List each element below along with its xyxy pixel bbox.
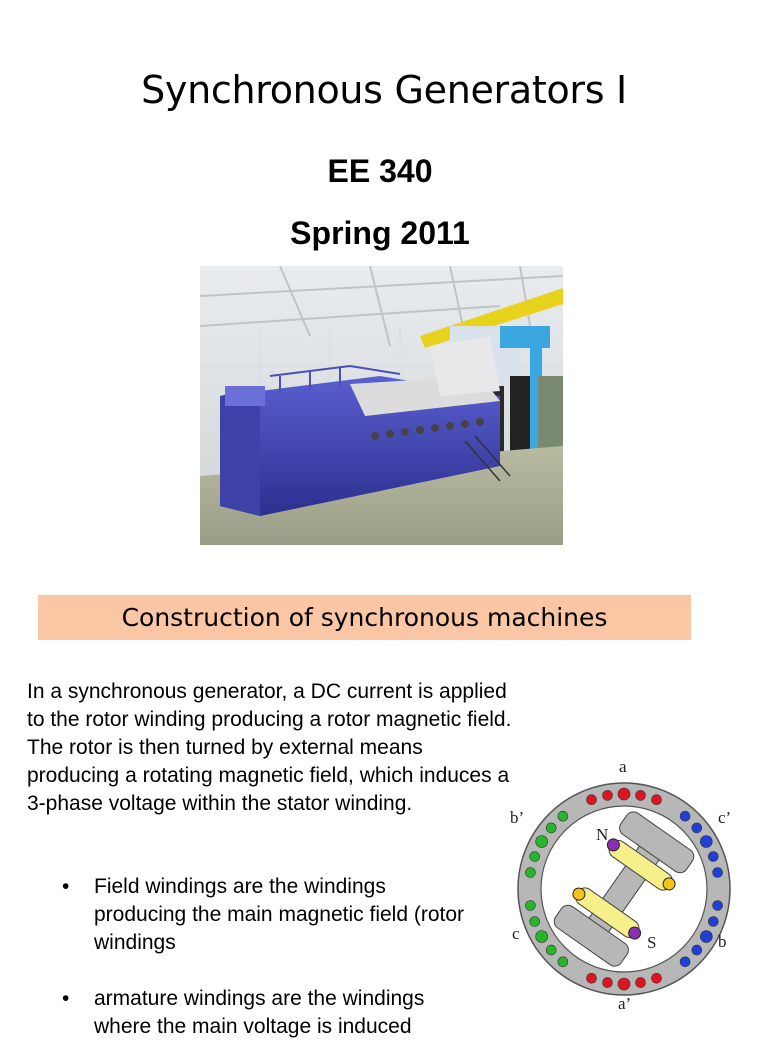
slide-title: Synchronous Generators I (141, 68, 627, 112)
stator-slot-conductor (692, 823, 702, 833)
phase-label-c-prime: c’ (718, 808, 732, 827)
bullet-text: armature windings are the windings where the main voltage is induced (94, 987, 425, 1038)
stator-slot-conductor (558, 957, 568, 967)
stator-slot-conductor (652, 973, 662, 983)
bullet-marker: • (62, 875, 70, 898)
bullet-text: Field windings are the windings producing the main magnetic field (rotor windings (94, 875, 465, 954)
stator-slot-conductor (708, 917, 718, 927)
cross-section-svg (500, 755, 750, 1024)
stator-slot-conductor (708, 852, 718, 862)
stator-slot-conductor (525, 868, 535, 878)
stator-slot-conductor (636, 978, 646, 988)
stator-slot-conductor (700, 931, 712, 943)
phase-label-c: c (512, 924, 520, 943)
phase-label-b-prime: b’ (510, 808, 525, 827)
stator-slot-conductor (636, 790, 646, 800)
stator-slot-conductor (587, 973, 597, 983)
phase-label-a-prime: a’ (618, 994, 632, 1013)
bullet-marker: • (62, 987, 70, 1010)
stator-slot-conductor (530, 852, 540, 862)
section-heading-banner (38, 595, 691, 640)
bullet-item (62, 873, 482, 957)
stator-slot-conductor (536, 931, 548, 943)
phase-label-a: a (619, 757, 627, 776)
intro-paragraph: In a synchronous generator, a DC current is applied to the rotor winding producing a rotor magnetic field. The rotor is then turned by external means producing a rotating magnetic field, which induces a 3-phase voltage within the stator winding. (27, 680, 512, 815)
stator-slot-conductor (713, 901, 723, 911)
stator-slot-conductor (618, 978, 630, 990)
stator-slot-conductor (700, 836, 712, 848)
stator-slot-conductor (603, 790, 613, 800)
stator-slot-conductor (680, 957, 690, 967)
stator-slot-conductor (692, 945, 702, 955)
stator-slot-conductor (713, 868, 723, 878)
stator-slot-conductor (680, 811, 690, 821)
generator-cross-section-diagram (500, 755, 750, 1024)
pole-label-n: N (596, 825, 609, 844)
stator-slot-conductor (530, 917, 540, 927)
stator-slot-conductor (546, 823, 556, 833)
stator-slot-conductor (587, 795, 597, 805)
phase-label-b: b (718, 932, 727, 951)
stator-slot-conductor (546, 945, 556, 955)
stator-slot-conductor (536, 836, 548, 848)
stator-slot-conductor (618, 788, 630, 800)
pole-label-s: S (647, 933, 657, 952)
stator-slot-conductor (525, 901, 535, 911)
stator-slot-conductor (652, 795, 662, 805)
section-heading: Construction of synchronous machines (121, 603, 608, 632)
stator-slot-conductor (558, 811, 568, 821)
stator-slot-conductor (603, 978, 613, 988)
bullet-item (62, 985, 482, 1041)
generator-photo (200, 266, 563, 545)
course-term: Spring 2011 (290, 215, 470, 251)
generator-photo-image (200, 266, 563, 545)
course-code: EE 340 (327, 153, 433, 189)
